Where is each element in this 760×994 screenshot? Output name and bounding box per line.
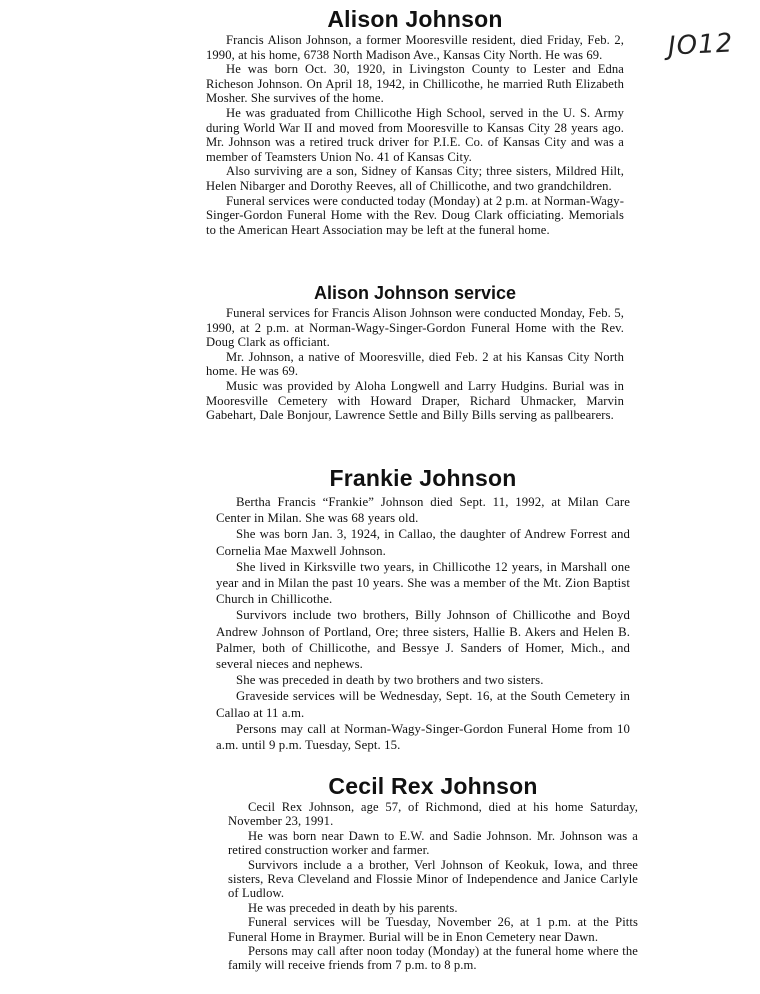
paragraph: He was born Oct. 30, 1920, in Livingston County to Lester and Edna Richeson Johnson. On April 18, 1942, in Chillicothe, he married Ruth Elizabeth Mosher. She survives of the home. (206, 62, 624, 106)
paragraph: Bertha Francis “Frankie” Johnson died Sept. 11, 1992, at Milan Care Center in Milan. She was 68 years old. (216, 495, 630, 526)
obituary-cecil-rex-johnson (228, 773, 638, 973)
paragraph: Funeral services will be Tuesday, November 26, at 1 p.m. at the Pitts Funeral Home in Braymer. Burial will be in Enon Cemetery near Dawn. (228, 915, 638, 944)
obituary-title: Frankie Johnson (329, 465, 517, 491)
paragraph: She lived in Kirksville two years, in Chillicothe 12 years, in Marshall one year and in Milan the past 10 years. She was a member of the Mt. Zion Baptist Church in Chillicothe. (216, 559, 630, 607)
paragraph: He was born near Dawn to E.W. and Sadie Johnson. Mr. Johnson was a retired construction worker and farmer. (228, 828, 638, 858)
paragraph: She was preceded in death by two brothers and two sisters. (236, 673, 544, 688)
paragraph: Francis Alison Johnson, a former Mooresville resident, died Friday, Feb. 2, 1990, at his home, 6738 North Madison Ave., Kansas City North. He was 69. (206, 33, 624, 62)
paragraph: She was born Jan. 3, 1924, in Callao, the daughter of Andrew Forrest and Cornelia Mae Maxwell Johnson. (216, 527, 630, 558)
obituary-title: Alison Johnson service (313, 283, 517, 303)
paragraph: Persons may call after noon today (Monday) at the funeral home where the family will receive friends from 7 p.m. to 8 p.m. (228, 944, 638, 973)
obituary-frankie-johnson (216, 465, 630, 753)
paragraph: Cecil Rex Johnson, age 57, of Richmond, died at his home Saturday, November 23, 1991. (228, 800, 638, 829)
paragraph: Funeral services were conducted today (Monday) at 2 p.m. at Norman-Wagy-Singer-Gordon Funeral Home with the Rev. Doug Clark officiating. Memorials to the American Heart Association may be left at the funeral home. (206, 193, 624, 237)
paragraph: Mr. Johnson, a native of Mooresville, died Feb. 2 at his Kansas City North home. He was 69. (206, 349, 624, 379)
handwritten-annotation: JO12 (667, 28, 734, 62)
obituary-title: Alison Johnson (327, 6, 503, 32)
paragraph: Persons may call at Norman-Wagy-Singer-Gordon Funeral Home from 10 a.m. until 9 p.m. Tuesday, Sept. 15. (216, 721, 630, 753)
paragraph: He was graduated from Chillicothe High School, served in the U. S. Army during World War II and moved from Mooresville to Kansas City 28 years ago. Mr. Johnson was a retired truck driver for P.I.E. Co. of Kansas City and was a member of Teamsters Union No. 41 of Kansas City. (206, 105, 624, 164)
paragraph: Also surviving are a son, Sidney of Kansas City; three sisters, Mildred Hilt, Helen Nibarger and Dorothy Reeves, all of Chillicothe, and two grandchildren. (206, 164, 624, 193)
paragraph: Graveside services will be Wednesday, Sept. 16, at the South Cemetery in Callao at 11 a.m. (216, 689, 630, 720)
obituary-alison-johnson (206, 6, 624, 237)
obituary-alison-johnson-service (206, 280, 624, 423)
paragraph: He was preceded in death by his parents. (248, 900, 458, 915)
paragraph: Survivors include two brothers, Billy Johnson of Chillicothe and Boyd Andrew Johnson of Portland, Ore; three sisters, Hallie B. Akers and Helen B. Palmer, both of Chillicothe, and Bessye J. Sanders of Homer, Mich., and several nieces and nephews. (216, 608, 630, 672)
obituary-title: Cecil Rex Johnson (328, 773, 538, 799)
paragraph: Funeral services for Francis Alison Johnson were conducted Monday, Feb. 5, 1990, at 2 p.m. at Norman-Wagy-Singer-Gordon Funeral Home with the Rev. Doug Clark as officiant. (206, 306, 624, 350)
paragraph: Survivors include a a brother, Verl Johnson of Keokuk, Iowa, and three sisters, Reva Cleveland and Flossie Minor of Independence and Janice Carlyle of Ludlow. (228, 857, 638, 901)
paragraph: Music was provided by Aloha Longwell and Larry Hudgins. Burial was in Mooresville Cemetery with Howard Draper, Richard Uhmacker, Marvin Gabehart, Dale Bonjour, Lawrence Settle and Billy Bills serving as pallbearers. (206, 378, 624, 423)
